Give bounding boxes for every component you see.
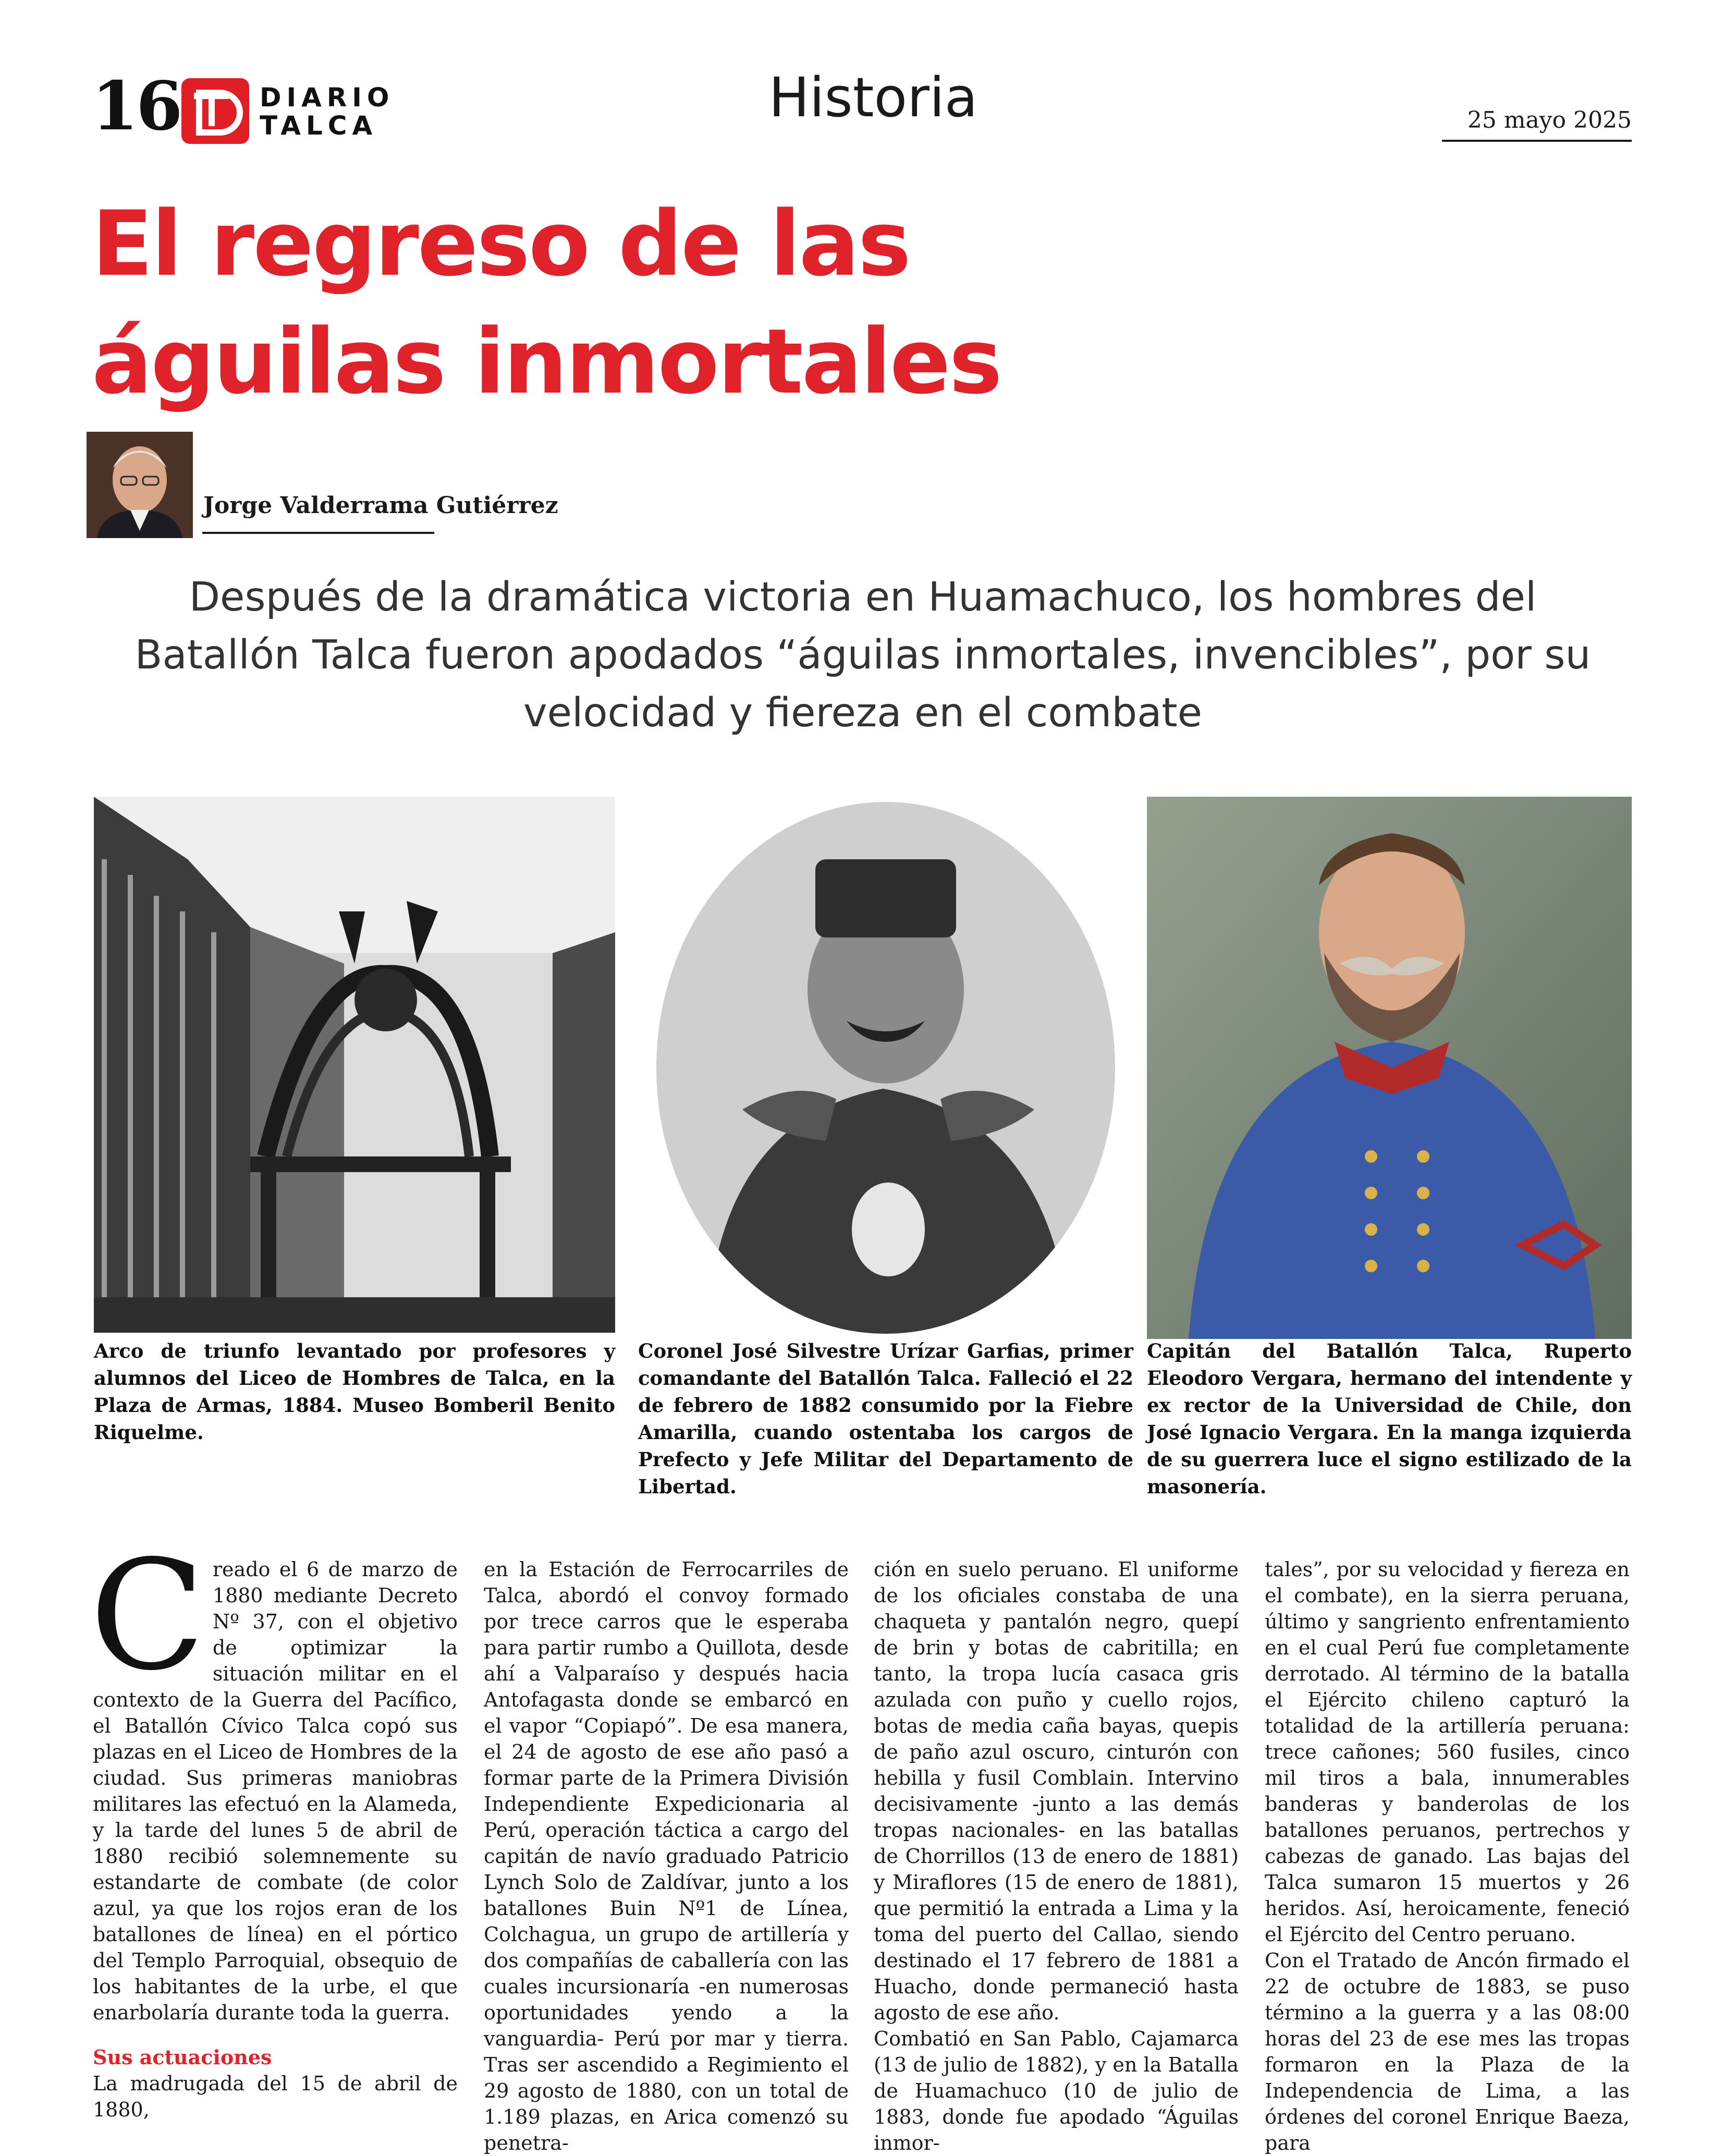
logo-mark-icon xyxy=(181,78,249,144)
diario-talca-logo xyxy=(181,78,400,146)
date-underline xyxy=(1442,140,1632,142)
body-paragraph: en la Estación de Ferrocarriles de Talca, abordó el convoy formado por trece carros que le esperaba para partir rumbo a Quillota, desde ahí a Valparaíso y después hacia Antofagasta donde se embarcó en el vapor “Copiapó”. De esa manera, el 24 de agosto de ese año pasó a formar parte de la Primera División Independiente Expedicionaria al Perú, operación táctica a cargo del capitán de navío graduado Patricio Lynch Solo de Zaldívar, junto a los batallones Buin Nº1 de Línea, Colchagua, un grupo de artillería y dos compañías de caballería con las cuales incursionaría -en numerosas oportunidades yendo a la vanguardia- Perú por mar y tierra. Tras ser ascendido a Regimiento el 29 agosto de 1880, con un total de 1.189 plazas, en Arica comenzó su penetra- xyxy=(484,1558,849,2154)
photo-caption-urizar: Coronel José Silvestre Urízar Garfias, primer comandante del Batallón Talca. Falleció el 22 de febrero de 1882 consumido por la Fiebre Amarilla, cuando ostentaba los cargos de Prefecto y Jefe Militar del Departamento de Libertad. xyxy=(638,1339,1133,1498)
headline-line-2: águilas inmortales xyxy=(92,309,1001,414)
body-paragraph: Con el Tratado de Ancón firmado el 22 de octubre de 1883, se puso término a la guerra y a las 08:00 horas del 23 de ese mes las tropas formaron en la Plaza de la Independencia de Lima, a las órdenes del coronel Enrique Baeza, para xyxy=(1265,1949,1630,2154)
photo-caption-vergara: Capitán del Batallón Talca, Ruperto Eleodoro Vergara, hermano del intendente y ex rector de la Universidad de Chile, don José Ignacio Vergara. En la manga izquierda de su guerrera luce el signo estilizado de la masonería. xyxy=(1147,1339,1632,1498)
issue-date: 25 mayo 2025 xyxy=(1467,107,1632,133)
body-text: reado el 6 de marzo de 1880 mediante Decreto Nº 37, con el objetivo de optimizar la situación militar en el contexto de la Guerra del Pacífico, el Batallón Cívico Talca copó sus plazas en el Liceo de Hombres de la ciudad. Sus primeras maniobras militares las efectuó en la Alameda, y la tarde del lunes 5 de abril de 1880 recibió solemnemente su estandarte de combate (de color azul, ya que los rojos eran de los batallones de línea) en el pórtico del Templo Parroquial, obsequio de los habitantes de la urbe, el que enarbolaría durante toda la guerra. xyxy=(93,1558,458,2024)
body-column-3 xyxy=(874,1556,1239,2154)
body-column-4 xyxy=(1265,1556,1630,2154)
section-name: Historia xyxy=(768,66,978,129)
colorized-portrait-photo xyxy=(1147,797,1632,1339)
body-paragraph xyxy=(90,1528,458,2026)
logo-text-line1: DIARIO xyxy=(260,82,395,113)
body-paragraph: Combatió en San Pablo, Cajamarca (13 de julio de 1882), y en la Batalla de Huamachuco (10 de julio de 1883, donde fue apodado “Águilas inmor- xyxy=(874,2027,1239,2154)
author-avatar xyxy=(87,432,193,538)
page-number: 16 xyxy=(92,67,181,145)
archival-arch-photo xyxy=(94,797,615,1333)
body-paragraph: ción en suelo peruano. El uniforme de los oficiales constaba de una chaqueta y pantalón negro, quepí de brin y botas de cabritilla; en tanto, la tropa lucía casaca gris azulada con puño y cuello rojos, botas de media caña bayas, quepis de paño azul oscuro, cinturón con hebilla y fusil Comblain. Intervino decisivamente -junto a las demás tropas nacionales- en las batallas de Chorrillos (13 de enero de 1881) y Miraflores (15 de enero de 1881), que permitió la entrada a Lima y la toma del puerto del Callao, siendo destinado el 17 febrero de 1881 a Huacho, donde permaneció hasta agosto de ese año. xyxy=(874,1558,1239,2024)
logo-text-line2: TALCA xyxy=(260,111,378,141)
body-column-2 xyxy=(484,1556,849,2154)
body-paragraph: tales”, por su velocidad y fiereza en el combate), en la sierra peruana, último y sangriento enfrentamiento en el cual Perú fue completamente derrotado. Al término de la batalla el Ejército chileno capturó la totalidad de la artillería peruana: trece cañones; 560 fusiles, cinco mil tiros a bala, innumerables banderas y banderolas de los batallones peruanos, pertrechos y cabezas de ganado. Las bajas del Talca sumaron 15 muertos y 26 heridos. Así, heroicamente, feneció el Ejército del Centro peruano. xyxy=(1265,1558,1630,1946)
headline xyxy=(92,185,1343,421)
oval-portrait-photo xyxy=(638,797,1133,1339)
article-deck: Después de la dramática victoria en Huamachuco, los hombres del Batallón Talca fueron apodados “águilas inmortales, invencibles”, por su velocidad y fiereza en el combate xyxy=(135,574,1591,736)
body-column-1 xyxy=(90,1528,458,2135)
author-underline xyxy=(202,532,434,534)
photo-caption-arch: Arco de triunfo levantado por profesores y alumnos del Liceo de Hombres de Talca, en la Plaza de Armas, 1884. Museo Bomberil Benito Riquelme. xyxy=(94,1339,615,1444)
headline-line-1: El regreso de las xyxy=(92,191,910,296)
drop-cap: C xyxy=(90,1528,205,1704)
author-name: Jorge Valderrama Gutiérrez xyxy=(203,492,558,519)
body-paragraph: La madrugada del 15 de abril de 1880, xyxy=(93,2072,458,2121)
subhead-sus-actuaciones: Sus actuaciones xyxy=(93,2045,272,2069)
